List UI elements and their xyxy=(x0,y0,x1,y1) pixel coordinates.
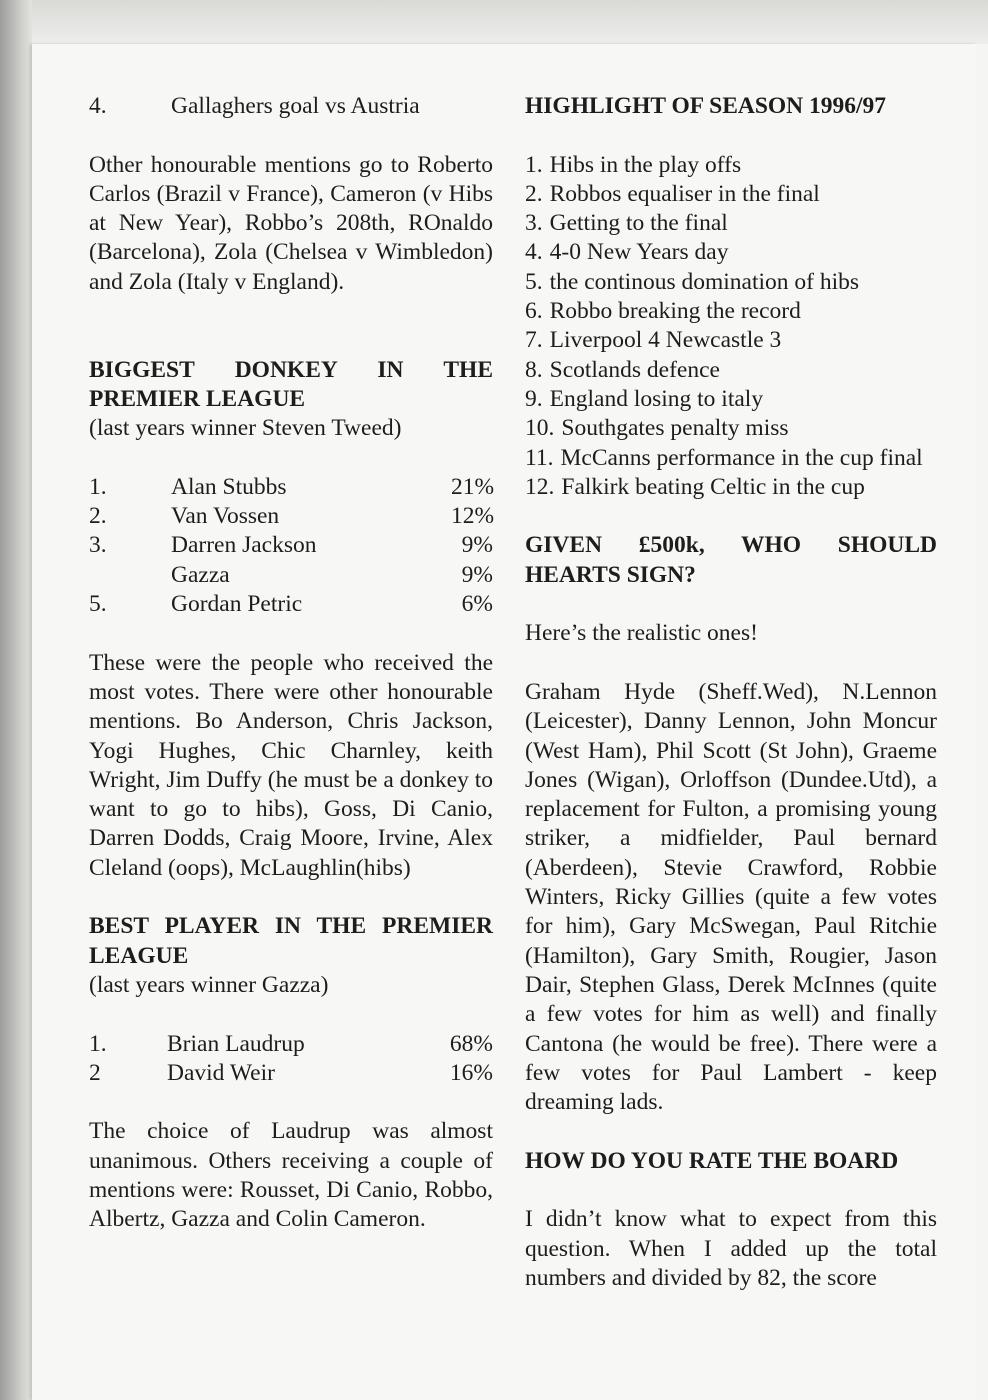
list-number: 11. xyxy=(525,444,554,471)
rank: 1. xyxy=(89,1030,107,1057)
highlight-list xyxy=(525,151,937,503)
list-number: 2. xyxy=(525,180,543,207)
vote-percent: 6% xyxy=(461,591,493,618)
player-name: Darren Jackson xyxy=(171,532,317,559)
sign-intro: Here’s the realistic ones! xyxy=(525,620,758,647)
best-player-last-winner: (last years winner Gazza) xyxy=(89,971,329,998)
list-text: Southgates penalty miss xyxy=(561,415,789,442)
list-item xyxy=(525,444,937,473)
player-name: Gordan Petric xyxy=(171,591,303,618)
best-player-heading: BEST PLAYER IN THE PREMIER LEAGUE xyxy=(89,913,493,969)
rank xyxy=(89,561,171,590)
list-number: 5. xyxy=(525,268,543,295)
right-column xyxy=(525,92,937,1293)
board-commentary: I didn’t know what to expect from this question. When I added up the total numbers and divided by 82, the score xyxy=(525,1206,937,1291)
list-number: 3. xyxy=(525,210,543,237)
table-row xyxy=(89,561,493,590)
table-row xyxy=(89,1059,493,1088)
page-binding xyxy=(0,0,32,1400)
player-name: Alan Stubbs xyxy=(171,473,287,500)
player-name: Brian Laudrup xyxy=(167,1030,305,1057)
vote-percent: 68% xyxy=(449,1030,493,1057)
list-item xyxy=(525,414,937,443)
vote-percent: 12% xyxy=(451,503,495,530)
table-row xyxy=(89,502,493,531)
donkey-last-winner: (last years winner Steven Tweed) xyxy=(89,415,402,442)
list-text: 4-0 New Years day xyxy=(549,239,729,266)
best-player-results-table xyxy=(89,1030,493,1089)
list-text: Getting to the final xyxy=(549,210,728,237)
list-text: Falkirk beating Celtic in the cup xyxy=(561,473,865,500)
list-text: Liverpool 4 Newcastle 3 xyxy=(549,327,782,354)
highlight-heading: HIGHLIGHT OF SEASON 1996/97 xyxy=(525,93,887,119)
rank: 2. xyxy=(89,503,107,530)
list-text: McCanns performance in the cup final xyxy=(560,444,923,471)
list-text: England losing to italy xyxy=(549,385,764,412)
left-column xyxy=(89,92,493,1235)
honourable-mentions-text: Other honourable mentions go to Roberto Carlos (Brazil v France), Cameron (v Hibs at New Year), Robbo’s 208th, ROnaldo (Barcelona), Zola (Chelsea v Wimbledon) and Zola (Italy v England). xyxy=(89,151,493,295)
sign-heading: GIVEN £500k, WHO SHOULD HEARTS SIGN? xyxy=(525,532,937,588)
donkey-heading: BIGGEST DONKEY IN THE PREMIER LEAGUE xyxy=(89,356,493,412)
list-number: 9. xyxy=(525,385,543,412)
list-item xyxy=(525,180,937,209)
page-top-edge xyxy=(32,0,988,44)
best-player-commentary: The choice of Laudrup was almost unanimous. Others receiving a couple of mentions were: Rousset, Di Canio, Robbo, Albertz, Gazza and Colin Cameron. xyxy=(89,1118,493,1233)
vote-percent: 9% xyxy=(461,561,493,588)
goal-item-number: 4. xyxy=(89,93,107,119)
list-item xyxy=(525,151,937,180)
goal-item-text: Gallaghers goal vs Austria xyxy=(171,93,420,119)
donkey-results-table xyxy=(89,473,493,619)
list-item xyxy=(525,297,937,326)
list-number: 8. xyxy=(525,356,543,383)
list-text: Robbos equaliser in the final xyxy=(549,180,820,207)
table-row xyxy=(89,1030,493,1059)
list-text: Scotlands defence xyxy=(549,356,720,383)
rank: 2 xyxy=(89,1059,101,1086)
rank: 1. xyxy=(89,473,107,500)
list-item xyxy=(525,326,937,355)
list-item xyxy=(525,238,937,267)
list-text: the continous domination of hibs xyxy=(549,268,860,295)
list-number: 4. xyxy=(525,239,543,266)
goal-item-4 xyxy=(89,92,493,121)
table-row xyxy=(89,590,493,619)
board-heading: HOW DO YOU RATE THE BOARD xyxy=(525,1147,899,1174)
rank: 5. xyxy=(89,591,107,618)
list-item xyxy=(525,356,937,385)
sign-commentary: Graham Hyde (Sheff.Wed), N.Lennon (Leicester), Danny Lennon, John Moncur (West Ham), Phil Scott (St John), Graeme Jones (Wigan), Orloffson (Dundee.Utd), a replacement for Fulton, a promising young striker, a midfielder, Paul bernard (Aberdeen), Stevie Crawford, Robbie Winters, Ricky Gillies (quite a few votes for him), Gary McSwegan, Paul Ritchie (Hamilton), Gary Smith, Rougier, Jason Dair, Stephen Glass, Derek McInnes (quite a few votes for him as well) and finally Cantona (he would be free). There were a few votes for Paul Lambert - keep dreaming lads. xyxy=(525,678,937,1116)
list-number: 1. xyxy=(525,151,543,178)
player-name: Van Vossen xyxy=(171,503,280,530)
vote-percent: 9% xyxy=(461,532,493,559)
list-number: 10. xyxy=(525,415,555,442)
list-item xyxy=(525,385,937,414)
vote-percent: 21% xyxy=(451,473,495,500)
table-row xyxy=(89,473,493,502)
vote-percent: 16% xyxy=(449,1059,493,1086)
list-item xyxy=(525,473,937,502)
list-number: 12. xyxy=(525,473,555,500)
player-name: David Weir xyxy=(167,1059,275,1086)
list-number: 7. xyxy=(525,327,543,354)
list-text: Robbo breaking the record xyxy=(549,298,801,325)
player-name: Gazza xyxy=(171,561,230,588)
table-row xyxy=(89,531,493,560)
list-text: Hibs in the play offs xyxy=(549,151,742,178)
rank: 3. xyxy=(89,532,107,559)
list-number: 6. xyxy=(525,298,543,325)
list-item xyxy=(525,209,937,238)
donkey-commentary: These were the people who received the most votes. There were other honourable mentions. Bo Anderson, Chris Jackson, Yogi Hughes, Chic Charnley, keith Wright, Jim Duffy (he must be a donkey to want to go to hibs), Goss, Di Canio, Darren Dodds, Craig Moore, Irvine, Alex Cleland (oops), McLaughlin(hibs) xyxy=(89,649,493,881)
list-item xyxy=(525,268,937,297)
